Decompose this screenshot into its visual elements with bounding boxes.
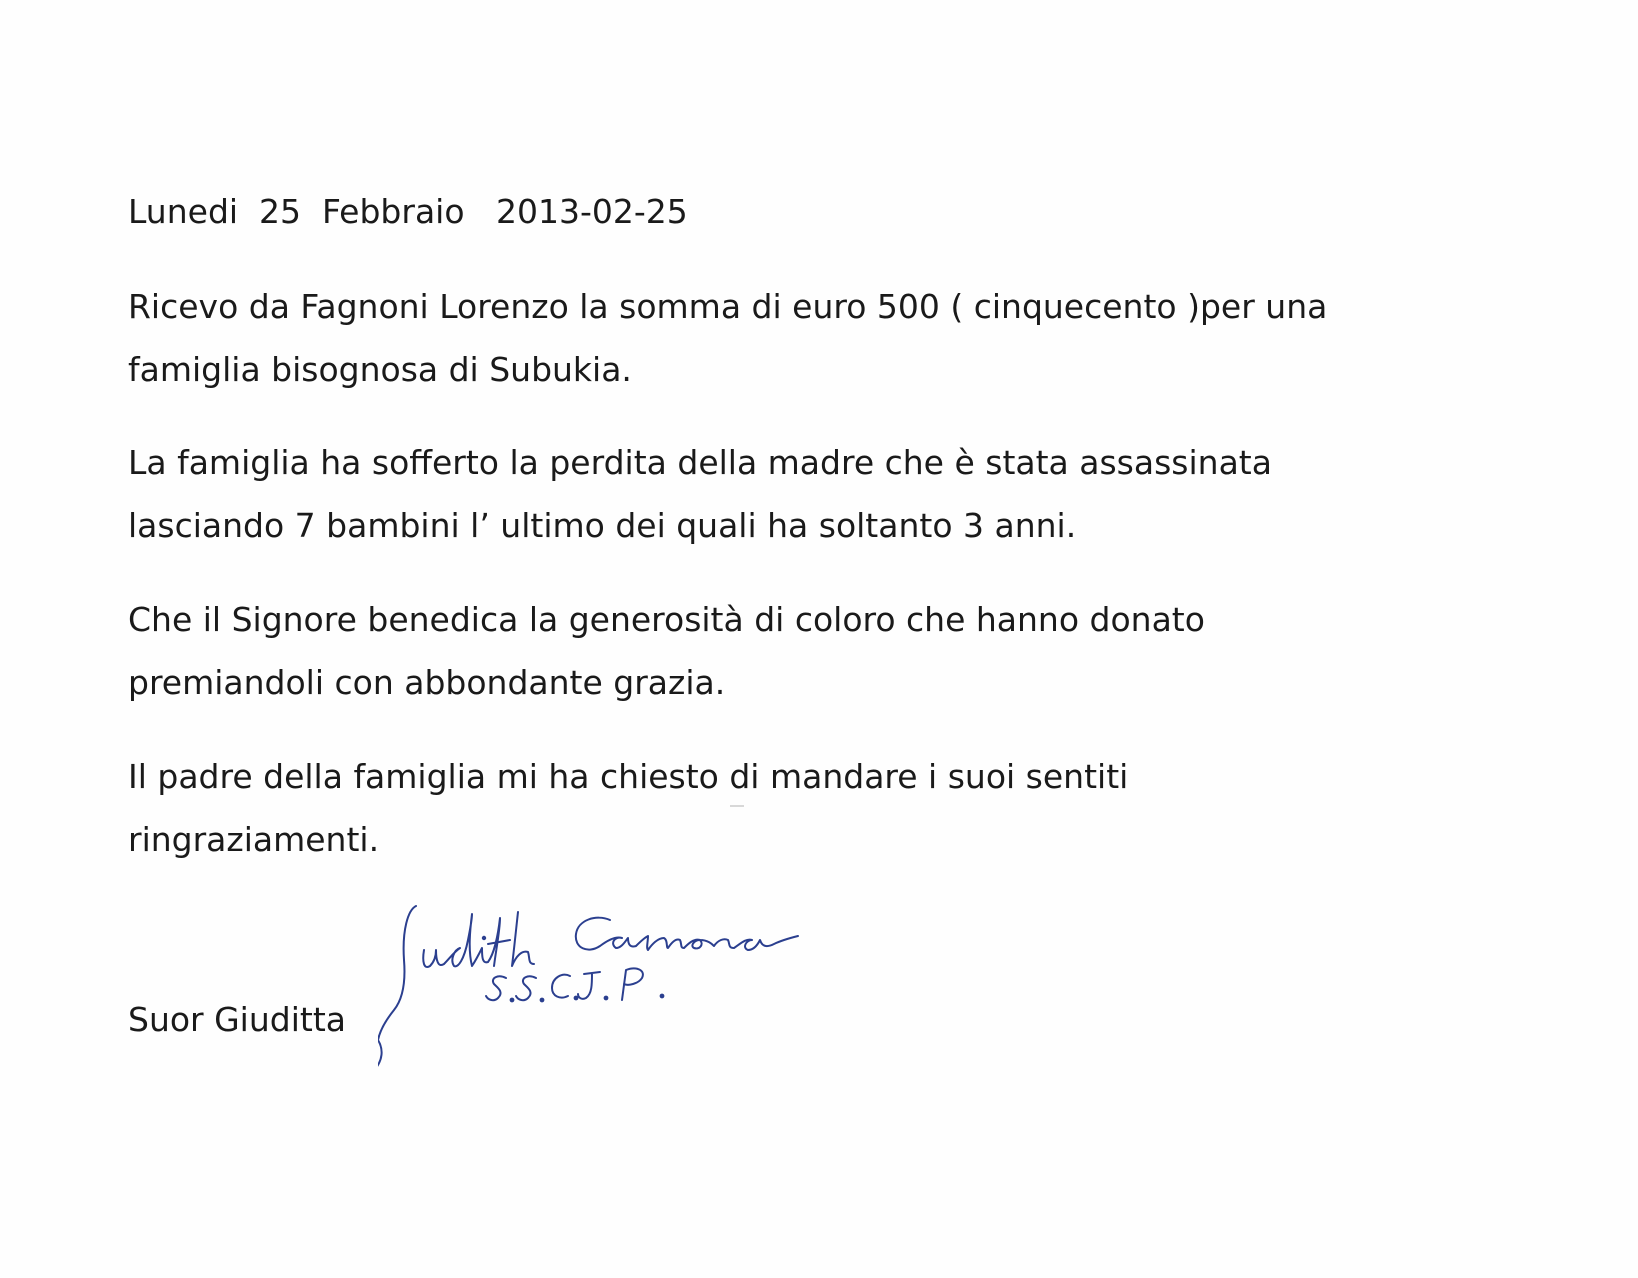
signatory-name: Suor Giuditta — [128, 1000, 346, 1039]
signature-letter-j2 — [578, 972, 600, 999]
paragraph-1-line-1: Ricevo da Fagnoni Lorenzo la somma di euro 500 ( cinquecento )per una — [128, 287, 1328, 326]
paragraph-2-line-1: La famiglia ha sofferto la perdita della madre che è stata assassinata — [128, 443, 1272, 482]
signature-letter-s1 — [486, 976, 506, 1000]
handwritten-signature — [378, 900, 848, 1070]
paragraph-4-line-2: ringraziamenti. — [128, 820, 380, 859]
signature-letter-c — [552, 975, 570, 998]
signature-letter-p — [622, 968, 643, 1000]
signature-word-udith — [423, 912, 534, 967]
paragraph-1-line-2: famiglia bisognosa di Subukia. — [128, 350, 632, 389]
paragraph-2-line-2: lasciando 7 bambini l’ ultimo dei quali ha soltanto 3 anni. — [128, 506, 1077, 545]
signature-word-carmona — [576, 918, 798, 950]
paragraph-3-line-1: Che il Signore benedica la generosità di coloro che hanno donato — [128, 600, 1205, 639]
signature-letter-s2 — [516, 976, 536, 1000]
scan-speck — [730, 805, 744, 807]
paragraph-4-line-1: Il padre della famiglia mi ha chiesto di mandare i suoi sentiti — [128, 757, 1129, 796]
signature-letter-j — [378, 906, 416, 1068]
date-line: Lunedi 25 Febbraio 2013-02-25 — [128, 192, 688, 231]
paragraph-3-line-2: premiandoli con abbondante grazia. — [128, 663, 726, 702]
